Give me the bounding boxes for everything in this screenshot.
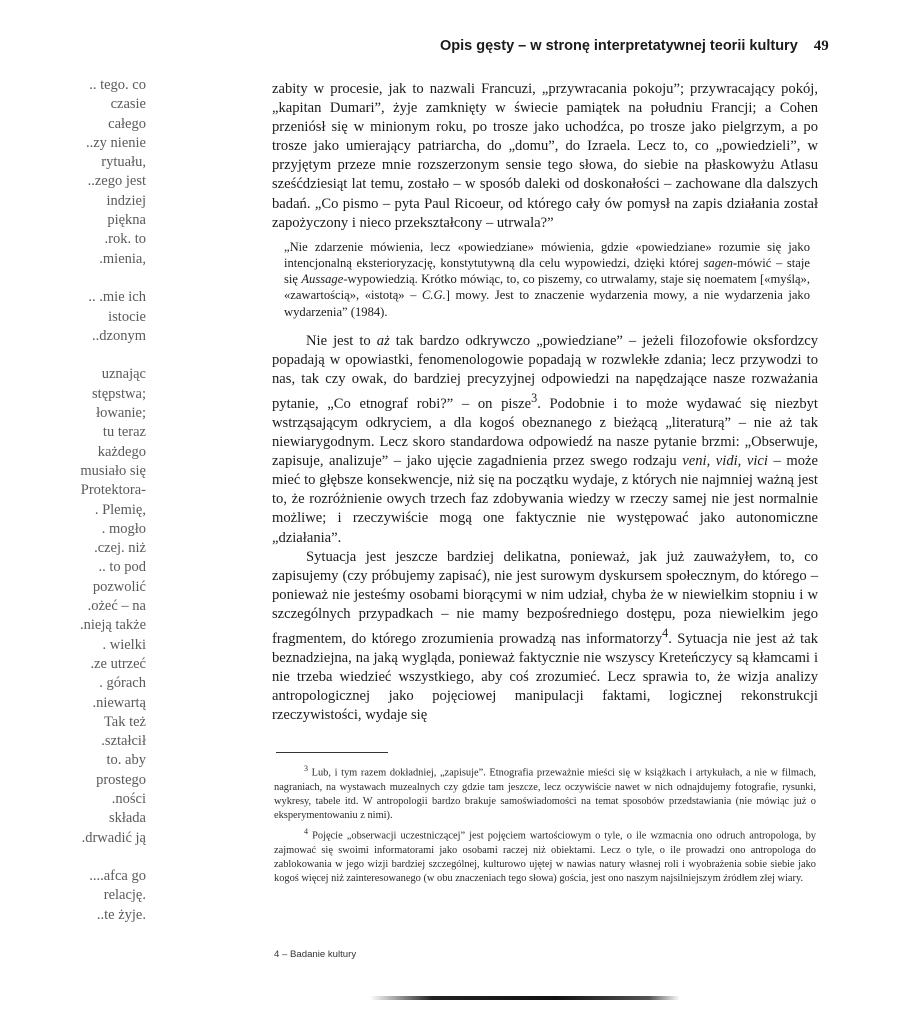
bleed-line: .. to pod [98,559,146,576]
bleed-line: .. tego. co [89,77,146,93]
bleed-line: .ności [111,790,146,807]
bleed-line: . mogło [101,520,146,537]
bleed-line: ..zego jest [87,173,146,190]
bleed-line: stępstwa; [92,385,146,402]
bleed-line: tu teraz [102,424,146,441]
bleed-line: . Plemię, [94,501,146,518]
bleed-line: rytuału, [101,154,146,171]
scan-edge-shadow [370,996,680,1000]
bleed-line: ....afca go [89,868,146,885]
bleed-line: łowanie; [96,405,146,422]
footnote-ref-3[interactable]: 3 [531,391,538,406]
running-header [440,38,829,55]
bleed-line: indziej [106,192,146,209]
page-number: 49 [813,38,829,54]
running-title: Opis gęsty – w stronę interpretatywnej teorii kultury [440,38,798,54]
bleed-line: .drwadić ją [81,829,146,846]
footnote-divider [276,752,388,753]
footnote-ref-4[interactable]: 4 [662,626,669,641]
bleed-line: . górach [99,675,146,692]
bleed-line: .ształcił [101,733,146,750]
bleed-line: .ożeć – na [87,598,146,615]
bleed-line: .ze utrzeć [90,655,146,672]
bleed-line: czasie [110,96,146,113]
bleed-line: .niewartą [92,694,146,711]
bleed-line: każdego [97,443,146,460]
bleed-line: Protektora- [80,482,146,499]
footnote-4: $^4$ Pojęcie „obserwacji uczestniczącej” jest pojęciem wartościowym o tyle, o ile wzmacnia ono odruch antropologa, by zajmować się swoimi informatorami jako osobami raczej niż obiektami. Lecz o tyle, o ile prowadzi ono antropologa do zablokowania w jego wizji bardziej szczególnej, kulturowo ujętej w nawias natury własnej roli i wyobrażenia sobie siebie jako kogoś więcej niż zainteresowanego (w obu znaczeniach tego słowa) gościa, jest ono naszym najsilniejszym źródłem złej wiary. [274,827,816,885]
bleed-line: . wielki [102,636,146,653]
footnote-3: $^3$ Lub, i tym razem dokładniej, „zapisuje”. Etnografia przeważnie mieści się w książkach i artykułach, a nie w filmach, nagraniach, na wystawach muzealnych czy gdzie tam jeszcze, lecz oczywiście nawet w nich odnajdujemy fotografie, rysunki, wykresy, tabele itd. W antropologii bardzo brakuje samoświadomości na temat sposobów przedstawiania (nie mówiąc już o eksperymentowaniu z nimi). [274,764,816,822]
paragraph-3: Sytuacja jest jeszcze bardziej delikatna, ponieważ, jak już zauważyłem, to, co zapisujemy (czy próbujemy zapisać), nie jest surowym dyskursem społecznym, do którego – ponieważ nie jesteśmy osobami biorącymi w nim udział, chyba że w niewielkim stopniu i w szczególnych przypadkach – nie mamy bezpośredniego dostępu, poza niewielkim jego fragmentem, do którego zrozumienia prowadzą nas informatorzy$^4$. Sytuacja nie jest aż tak beznadziejna, na jaką wygląda, ponieważ faktycznie nie wszyscy Kreteńczycy są kłamcami i nie trzeba wiedzieć wszystkiego, aby coś zrozumieć. Lecz sprawia to, że wizja analizy antropologicznej jako pojęciowej manipulacji faktami, logicznej rekonstrukcji rzeczywistości, wydaje się [272,548,818,724]
bleed-line: .nieją także [79,617,146,634]
bleed-line: .mienia, [99,250,146,267]
previous-page-bleed [0,76,146,925]
main-text [272,80,818,725]
bleed-line: relację. [103,887,146,904]
footnotes [274,762,816,889]
printer-signature: 4 – Badanie kultury [274,949,357,960]
bleed-line: uznając [101,366,146,383]
bleed-line: to. aby [106,752,146,769]
bleed-line: prostego [96,771,146,788]
bleed-line: ..dzonym [92,327,146,344]
bleed-line: ..te żyje. [96,906,146,923]
bleed-line: Tak też [103,713,146,730]
block-quote: „Nie zdarzenie mówienia, lecz «powiedziane» mówienia, gdzie «powiedziane» rozumie się jako intencjonalną eksterioryzację, konstytutywną dla celu wypowiedzi, dzięki której sagen-mówić – staje się Aussage-wypowiedzią. Krótko mówiąc, to, co piszemy, co utrwalamy, staje się noematem [«myślą», «zawartością», «istotą» – C.G.] mowy. Jest to znaczenie wydarzenia mowy, a nie wydarzenia jako wydarzenia” (1984). [284,239,811,319]
bleed-line: pozwolić [92,578,146,595]
paragraph-2: Nie jest to aż tak bardzo odkrywczo „powiedziane” – jeżeli filozofowie oksfordzcy popadają w opowiastki, fenomenologowie popadają w rozwlekłe zdania; lecz przywodzi to nas, tak czy owak, do bardziej precyzyjnej odpowiedzi na napędzające nasze rozważania pytanie, „Co etnograf robi?” – on pisze$^3$. Podobnie i to może wydawać się niezbyt wstrząsającym odkryciem, a dla kogoś obeznanego z bieżącą „literaturą” – nie aż tak niewiarygodnym. Lecz skoro standardowa odpowiedź na nasze pytanie brzmi: „Obserwuje, zapisuje, analizuje” – jako ujęcie zagadnienia przez swego rodzaju veni, vidi, vici – może mieć to głębsze konsekwencje, niż się na początku wydaje, z których nie najmniej ważną jest to, że rozróżnienie owych trzech faz zdobywania wiedzy w rzeczy samej nie jest normalnie możliwe; i rzeczywiście mogą one faktycznie nie występować jako autonomiczne „działania”. [272,332,818,546]
bleed-line: ..zy nienie [86,134,146,151]
bleed-line: całego [108,115,146,132]
bleed-line: .. .mie ich [88,289,146,306]
bleed-line: piękna [107,212,146,229]
bleed-line: .czej. niż [94,540,146,557]
bleed-line: istocie [108,308,146,325]
paragraph-1: zabity w procesie, jak to nazwali Francuzi, „przywracania pokoju”; przywracający pokój, „kapitan Dumari”, żyje zamknięty w świecie pamiątek na południu Francji; a Cohen przeniósł się w minionym roku, po trosze jako uchodźca, po trosze jako pielgrzym, a po trosze jako umierający patriarcha, do „domu”, do Izraela. Lecz to, co „powiedzieli”, w przyjętym przeze mnie rozszerzonym sensie tego słowa, do siebie na płaskowyżu Atlasu sześćdziesiąt lat temu, zostało – w sposób daleki od doskonałości – zachowane dla dalszych badań. „Co pismo – pyta Paul Ricoeur, od którego cały ów pomysł na zapis działania został zapożyczony i nieco przekształcony – utrwala?” [272,81,818,231]
bleed-line: .rok. to [104,231,146,248]
bleed-line: musiało się [80,462,146,479]
bleed-line: składa [108,810,146,827]
